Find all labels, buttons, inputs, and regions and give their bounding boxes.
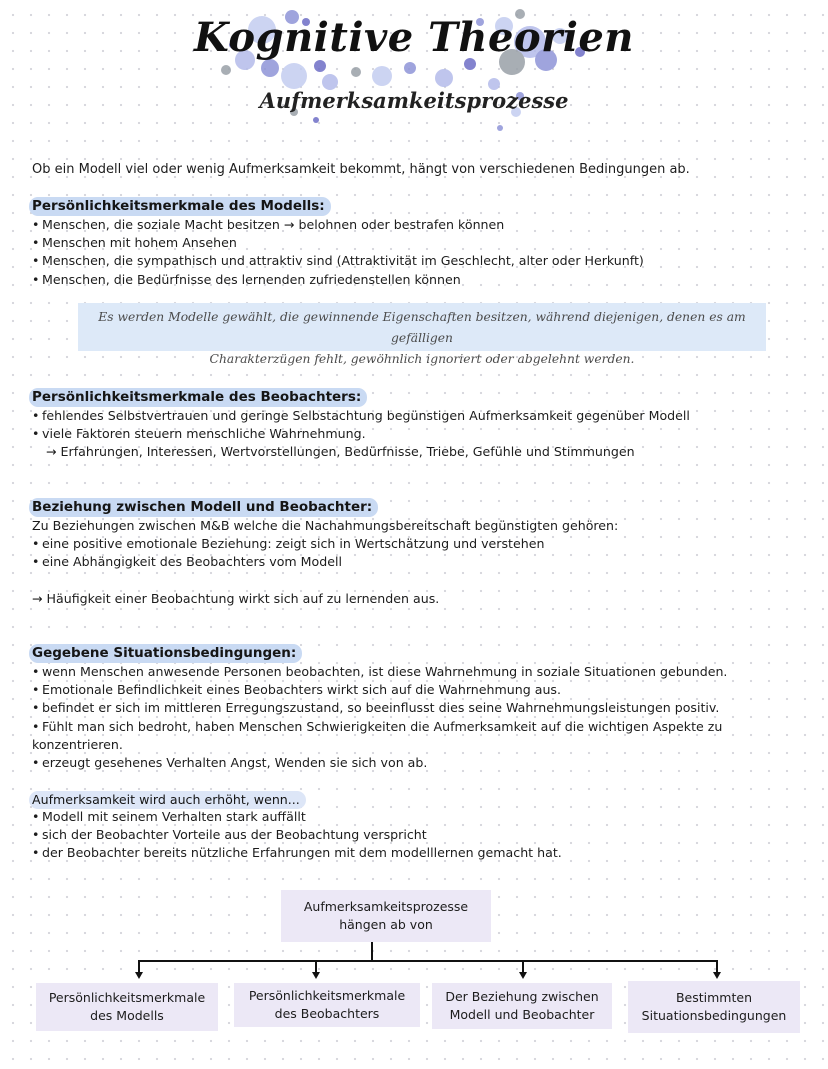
list-item: → Erfahrungen, Interessen, Wertvorstellungen, Bedürfnisse, Triebe, Gefühle und Stimmungen — [46, 444, 635, 460]
list-item: • viele Faktoren steuern menschliche Wahrnehmung. — [32, 426, 366, 442]
section-heading-model: Persönlichkeitsmerkmale des Modells: — [29, 197, 331, 216]
section-heading-observer: Persönlichkeitsmerkmale des Beobachters: — [29, 388, 367, 407]
deco-dot — [351, 67, 361, 77]
list-item: • Menschen, die soziale Macht besitzen → belohnen oder bestrafen können — [32, 217, 505, 232]
list-item: • der Beobachter bereits nützliche Erfahrungen mit dem modelllernen gemacht hat. — [32, 845, 562, 861]
diagram-box-line: Bestimmten — [675, 990, 752, 1005]
list-item: • Emotionale Befindlichkeit eines Beobachters wirkt sich auf die Wahrnehmung aus. — [32, 682, 561, 698]
list-item: • Menschen mit hohem Ansehen — [32, 235, 237, 251]
deco-dot — [261, 59, 279, 77]
section-heading-situation: Gegebene Situationsbedingungen: — [29, 644, 302, 663]
list-item: • befindet er sich im mittleren Erregungszustand, so beeinflusst dies seine Wahrnehmungsleistungen positiv. — [32, 700, 720, 716]
situation-list — [32, 663, 792, 772]
diagram-root-box — [281, 890, 491, 942]
connector-drop — [138, 960, 140, 972]
deco-dot — [497, 125, 503, 131]
quote-line: Charakterzügen fehlt, gewöhnlich ignoriert oder abgelehnt werden. — [209, 352, 635, 366]
diagram-box-line: Situationsbedingungen — [641, 1008, 787, 1023]
list-item: • Modell mit seinem Verhalten stark auffällt — [32, 809, 306, 824]
list-item: • Menschen, die Bedürfnisse des lernenden zufriedenstellen können — [32, 271, 461, 287]
model-traits-list — [32, 216, 802, 289]
diagram-box-relationship — [432, 983, 612, 1029]
list-item: • fehlendes Selbstvertrauen und geringe Selbstachtung begünstigen Aufmerksamkeit gegenüber Modell — [32, 408, 690, 423]
connector-horizontal — [138, 960, 718, 962]
diagram-root-line: hängen ab von — [339, 917, 433, 932]
increase-list — [32, 808, 802, 863]
deco-dot — [313, 117, 319, 123]
connector-drop — [716, 960, 718, 972]
diagram-box-observer — [234, 983, 420, 1027]
deco-dot — [314, 60, 326, 72]
quote-box — [78, 303, 766, 366]
section-heading-increase: Aufmerksamkeit wird auch erhöht, wenn... — [29, 791, 306, 809]
intro-text: Ob ein Modell viel oder wenig Aufmerksamkeit bekommt, hängt von verschiedenen Bedingungen ab. — [32, 162, 690, 177]
deco-dot — [372, 66, 392, 86]
deco-dot — [221, 65, 231, 75]
arrow-down-icon — [135, 972, 143, 979]
diagram-box-line: Persönlichkeitsmerkmale — [48, 990, 206, 1005]
deco-dot — [435, 69, 453, 87]
connector-drop — [522, 960, 524, 972]
list-item: • erzeugt gesehenes Verhalten Angst, Wenden sie sich von ab. — [32, 755, 428, 771]
quote-line: Es werden Modelle gewählt, die gewinnende Eigenschaften besitzen, während diejenigen, denen es am gefälligen — [98, 310, 746, 345]
deco-dot — [404, 62, 416, 74]
arrow-down-icon — [312, 972, 320, 979]
page-title: Kognitive Theorien — [194, 14, 634, 61]
observer-traits-list — [32, 407, 802, 462]
list-item: • Menschen, die sympathisch und attraktiv sind (Attraktivität im Geschlecht, alter oder Herkunft) — [32, 253, 644, 269]
list-item: • eine Abhängigkeit des Beobachters vom Modell — [32, 554, 342, 570]
diagram-box-line: Persönlichkeitsmerkmale — [248, 988, 406, 1003]
section-heading-relationship: Beziehung zwischen Modell und Beobachter: — [29, 498, 378, 517]
deco-dot — [281, 63, 307, 89]
page-subtitle: Aufmerksamkeitsprozesse — [259, 88, 569, 113]
diagram-box-line: Der Beziehung zwischen — [445, 989, 599, 1004]
list-item: • Fühlt man sich bedroht, haben Menschen Schwierigkeiten die Aufmerksamkeit auf die wichtigen Aspekte zu konzentrieren. — [32, 718, 723, 752]
diagram-box-line: Modell und Beobachter — [449, 1007, 595, 1022]
diagram-box-situation — [628, 981, 800, 1033]
arrow-down-icon — [519, 972, 527, 979]
relationship-note: → Häufigkeit einer Beobachtung wirkt sich auf zu lernenden aus. — [32, 591, 440, 606]
connector-drop — [315, 960, 317, 972]
list-item: • sich der Beobachter Vorteile aus der Beobachtung verspricht — [32, 827, 427, 843]
relationship-intro: Zu Beziehungen zwischen M&B welche die Nachahmungsbereitschaft begünstigten gehören: — [32, 518, 619, 533]
diagram-box-model — [36, 983, 218, 1031]
list-item: • wenn Menschen anwesende Personen beobachten, ist diese Wahrnehmung in soziale Situationen gebunden. — [32, 664, 728, 679]
connector-vertical — [371, 942, 373, 960]
diagram-root-line: Aufmerksamkeitsprozesse — [303, 899, 469, 914]
arrow-down-icon — [713, 972, 721, 979]
diagram-box-line: des Modells — [90, 1008, 164, 1023]
list-item: • eine positive emotionale Beziehung: zeigt sich in Wertschätzung und verstehen — [32, 536, 545, 551]
relationship-list — [32, 535, 802, 571]
diagram-box-line: des Beobachters — [274, 1006, 380, 1021]
